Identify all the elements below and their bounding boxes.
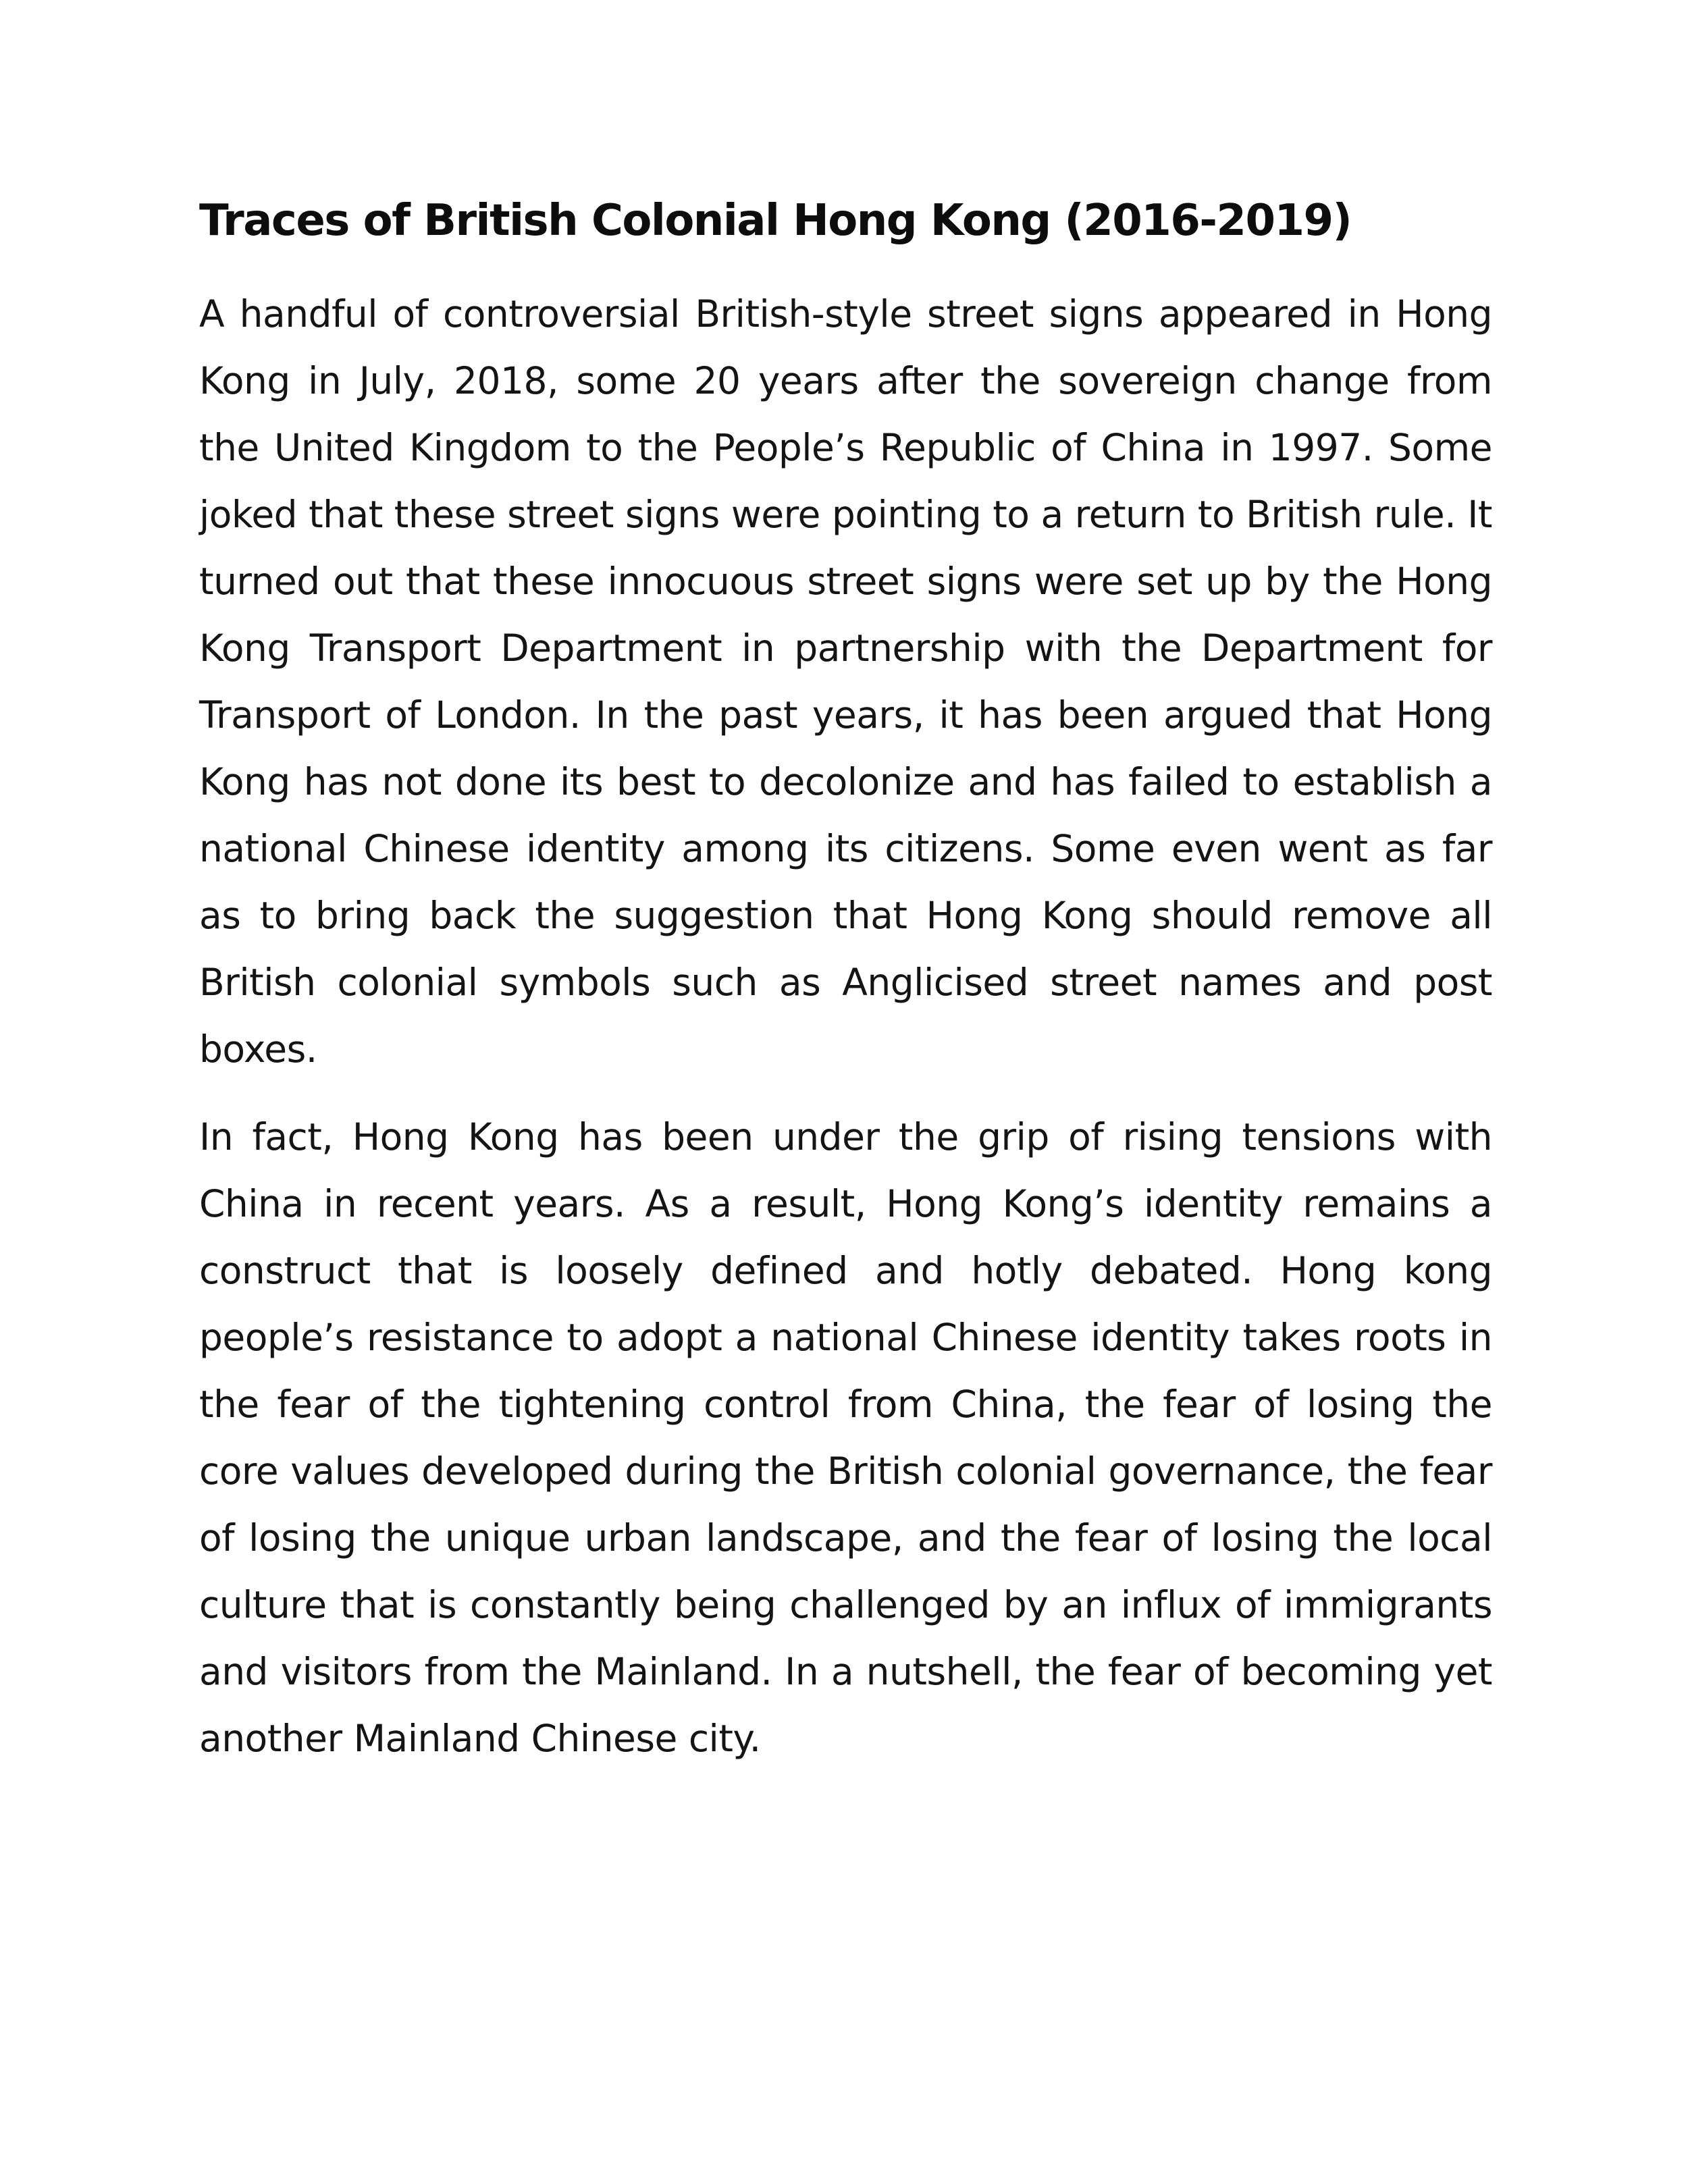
- document-body: [199, 197, 1492, 1772]
- paragraph-street-signs: A handful of controversial British-style street signs appeared in Hong Kong in July, 2018, some 20 years after the sovereign change from the United Kingdom to the People’s Republic of China in 1997. Some joked that these street signs were pointing to a return to British rule. It turned out that these innocuous street signs were set up by the Hong Kong Transport Department in partnership with the Department for Transport of London. In the past years, it has been argued that Hong Kong has not done its best to decolonize and has failed to establish a national Chinese identity among its citizens. Some even went as far as to bring back the suggestion that Hong Kong should remove all British colonial symbols such as Anglicised street names and post boxes.: [199, 292, 1492, 1071]
- paragraph-identity-tensions: In fact, Hong Kong has been under the grip of rising tensions with China in recent years. As a result, Hong Kong’s identity remains a construct that is loosely defined and hotly debated. Hong kong people’s resistance to adopt a national Chinese identity takes roots in the fear of the tightening control from China, the fear of losing the core values developed during the British colonial governance, the fear of losing the unique urban landscape, and the fear of losing the local culture that is constantly being challenged by an influx of immigrants and visitors from the Mainland. In a nutshell, the fear of becoming yet another Mainland Chinese city.: [199, 1115, 1492, 1761]
- page-title: Traces of British Colonial Hong Kong (2016-2019): [199, 196, 1352, 246]
